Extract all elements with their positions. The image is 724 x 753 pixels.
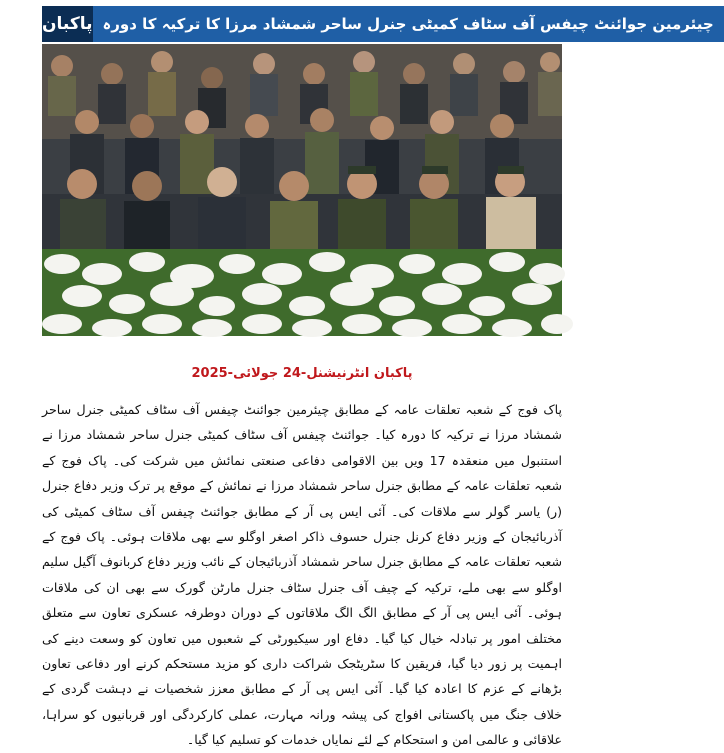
dateline: پاکبان انٹرنیشنل-24 جولائی-2025	[191, 366, 413, 381]
news-photo-icon	[42, 44, 562, 336]
brand-logo: پاکبان	[42, 6, 93, 42]
headline-banner	[42, 6, 714, 42]
article-body: پاک فوج کے شعبہ تعلقات عامہ کے مطابق چیئرمین جوائنٹ چیفس آف سٹاف کمیٹی جنرل ساحر شمشاد مرزا نے ترکیہ کا دورہ کیا۔ جوائنٹ چیفس آف سٹاف کمیٹی جنرل ساحر شمشاد مرزا نے استنبول میں منعقدہ 17 ویں بین الاقوامی دفاعی صنعتی نمائش میں شرکت کی۔ پاک فوج کے شعبہ تعلقات عامہ کے مطابق جنرل ساحر شمشاد مرزا نے نمائش کے موقع پر ترک وزیر دفاع جنرل (ر) یاسر گولر سے ملاقات کی۔ آئی ایس پی آر کے مطابق جوائنٹ چیفس آف سٹاف کمیٹی کی آذربائیجان کے وزیر دفاع کرنل جنرل حسوف ذاکر اصغر اوگلو سے بھی ملاقات ہوئی۔ پاک فوج کے شعبہ تعلقات عامہ کے مطابق جنرل ساحر شمشاد آذربائیجان کے نائب وزیر دفاع کربانوف آگیل سلیم اوگلو سے بھی ملے، ترکیہ کے چیف آف جنرل سٹاف جنرل مارٹن گورک سے بھی ان کی ملاقات ہوئی۔ آئی ایس پی آر کے مطابق الگ الگ ملاقاتوں کے دوران دوطرفہ عسکری تعاون سے متعلق مختلف امور پر تبادلہ خیال کیا گیا۔ دفاع اور سیکیورٹی کے شعبوں میں تعاون کو وسعت دینے کی اہمیت پر زور دیا گیا، فریقین کا سٹریٹجک شراکت داری کو مزید مستحکم کرنے اور دفاعی تعاون بڑھانے کے عزم کا اعادہ کیا گیا۔ آئی ایس پی آر کے مطابق معزز شخصیات نے دہشت گردی کے خلاف جنگ میں پاکستانی افواج کی پیشہ ورانہ مہارت، عملی کارکردگی اور قربانیوں کو سراہا، علاقائی و عالمی امن و استحکام کے لئے نمایاں خدمات کو تسلیم کیا گیا۔	[42, 402, 563, 748]
news-photo	[42, 44, 562, 336]
headline-title: چیئرمین جوائنٹ چیفس آف سٹاف کمیٹی جنرل ساحر شمشاد مرزا کا ترکیہ کا دورہ	[93, 6, 724, 42]
